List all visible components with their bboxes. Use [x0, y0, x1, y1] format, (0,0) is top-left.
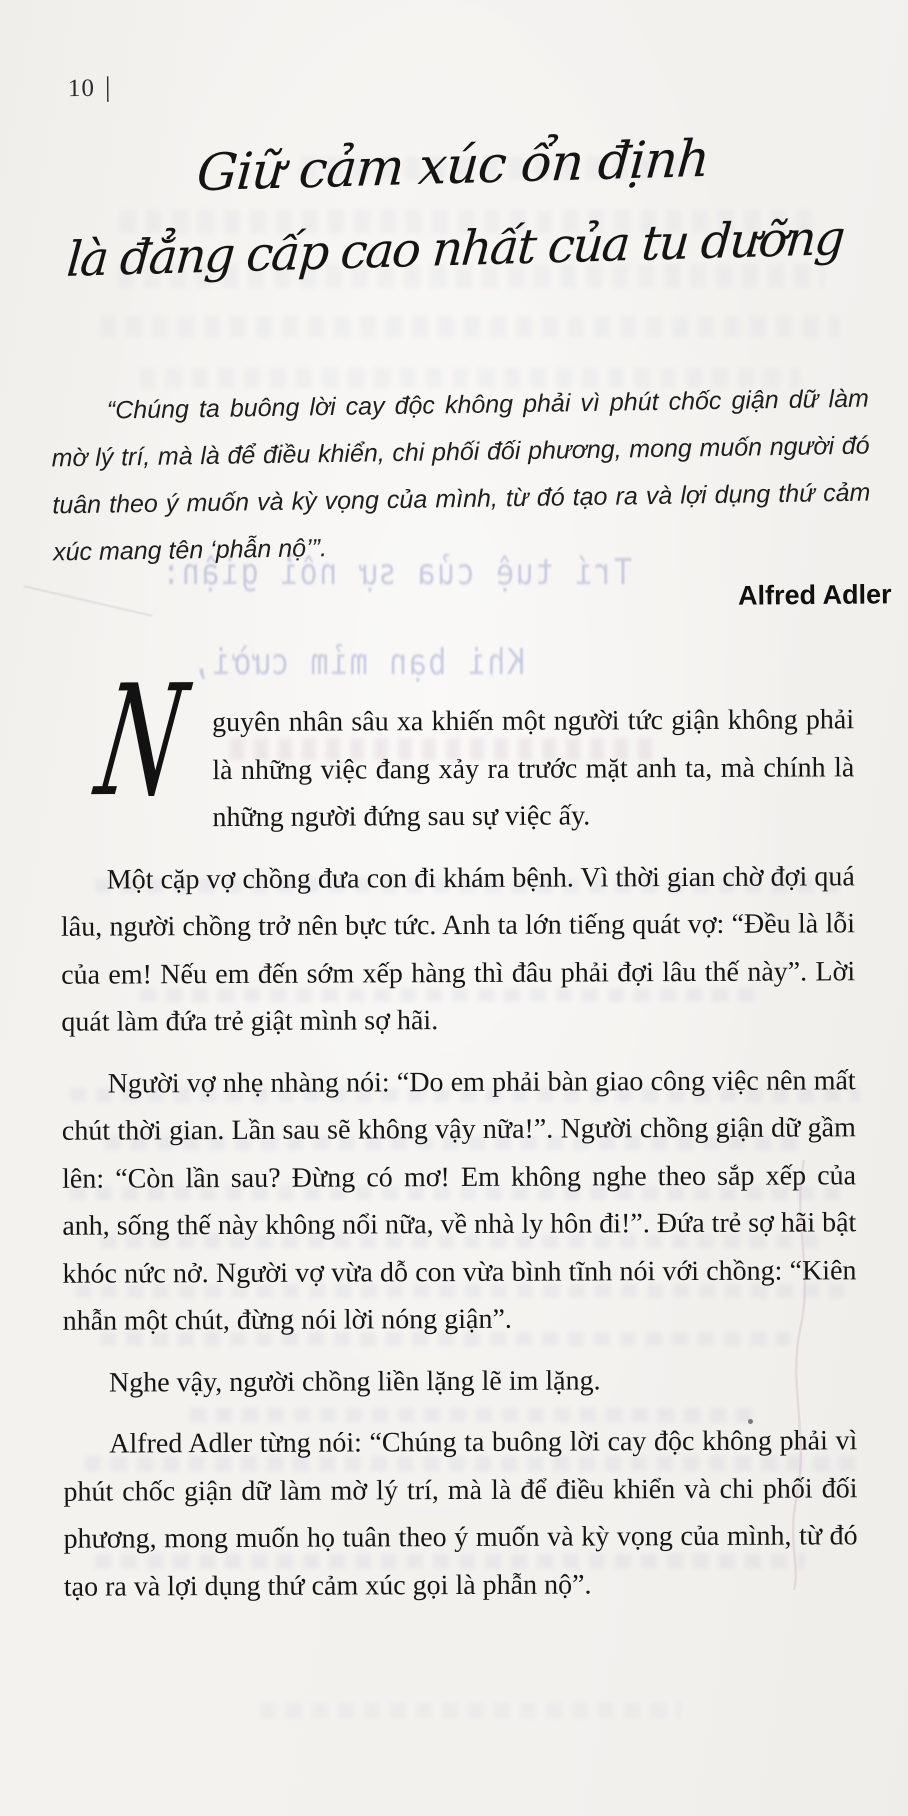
paragraph: Một cặp vợ chồng đưa con đi khám bệnh. Vì thời gian chờ đợi quá lâu, người chồng trở nên bực tức. Anh ta lớn tiếng quát vợ: “Đều là lỗi của em! Nếu em đến sớm xếp hàng thì đâu phải đợi lâu thế này”. Lời quát làm đứa trẻ giật mình sợ hãi.	[60, 860, 856, 1038]
chapter-title	[0, 113, 908, 302]
page-number-value: 10	[67, 74, 96, 103]
scan-crease-mark	[23, 585, 152, 617]
show-through-line	[260, 1702, 680, 1718]
paragraph: Người vợ nhẹ nhàng nói: “Do em phải bàn giao công việc nên mất chút thời gian. Lần sau sẽ không vậy nữa!”. Người chồng giận dữ gầm lên: “Còn lần sau? Đừng có mơ! Em không nghe theo sắp xếp của anh, sống thế này không nổi nữa, về nhà ly hôn đi!”. Đứa trẻ sợ hãi bật khóc nức nở. Người vợ vừa dỗ con vừa bình tĩnh nói với chồng: “Kiên nhẫn một chút, đừng nói lời nóng giận”.	[61, 1064, 857, 1337]
chapter-title-line2: là đẳng cấp cao nhất của tu dưỡng	[64, 210, 846, 288]
chapter-title-line1: Giữ cảm xúc ổn định	[194, 129, 712, 204]
show-through-line	[100, 316, 840, 338]
epigraph-attribution: Alfred Adler	[738, 579, 893, 611]
epigraph-quote: “Chúng ta buông lời cay độc không phải vì phút chốc giận dữ làm mờ lý trí, mà là để điều khiển, chi phối đối phương, mong muốn người đó tuân theo ý muốn và kỳ vọng của mình, từ đó tạo ra và lợi dụng thứ cảm xúc mang tên ‘phẫn nộ’”.	[51, 384, 871, 567]
paragraph: Alfred Adler từng nói: “Chúng ta buông lời cay độc không phải vì phút chốc giận dữ làm mờ lý trí, mà là để điều khiển và chi phối đối phương, mong muốn họ tuân theo ý muốn và kỳ vọng của mình, từ đó tạo ra và lợi dụng thứ cảm xúc gọi là phẫn nộ”.	[63, 1425, 858, 1603]
show-through-text-mirrored: Trí tuệ của sự nổi giận:	[160, 552, 632, 593]
paragraph: Nghe vậy, người chồng liền lặng lẽ im lặng.	[108, 1364, 601, 1399]
page-number	[68, 72, 112, 104]
drop-cap: N	[87, 652, 196, 831]
paragraph-text: guyên nhân sâu xa khiến một người tức giận không phải là những việc đang xảy ra trước mặt anh ta, mà chính là những người đứng sau sự việc ấy.	[212, 704, 855, 834]
show-through-text-mirrored: Khi bạn mỉm cười,	[190, 642, 525, 683]
page-number-divider: |	[104, 71, 112, 103]
